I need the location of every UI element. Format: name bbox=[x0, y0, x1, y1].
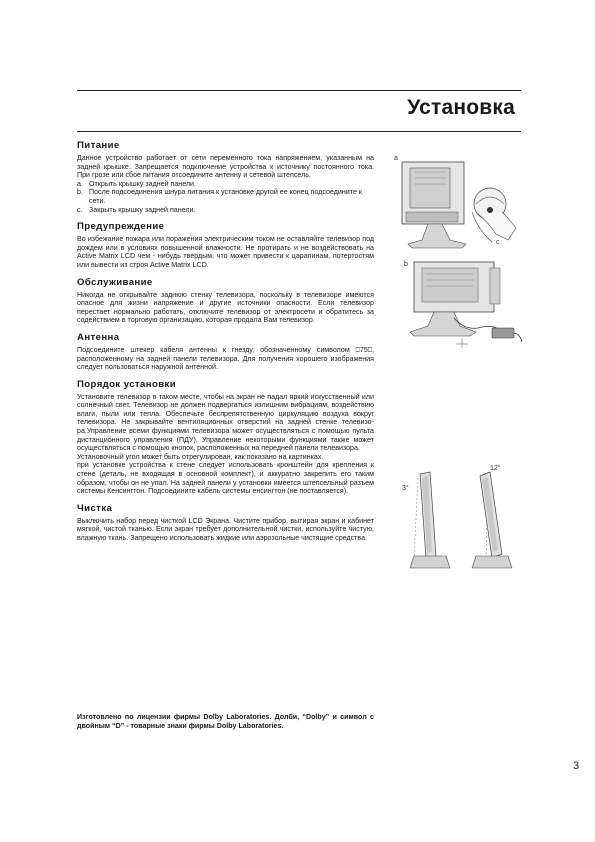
section-paragraph: Данное устройство работает от сети переменного тока напряжением, указанным на задней крышке. Запрещается подключение устройства к источнику постоянного тока. При грозе или сбое питания отсоедините антенну и сетевой штепсель. bbox=[77, 154, 374, 180]
section-cleaning bbox=[77, 503, 374, 543]
section-heading: Предупреждение bbox=[77, 221, 165, 233]
tilt-front-angle-label: 3° bbox=[402, 485, 409, 492]
list-item-text: Открыть крышку задней панели. bbox=[89, 179, 196, 188]
list-item-text: Закрыть крышку задней панели. bbox=[89, 205, 196, 214]
page-title: Установка bbox=[407, 96, 515, 119]
list-item bbox=[77, 206, 374, 215]
section-paragraph: Подсоедините штекер кабеля антенны к гнезду, обозначенному символом ⎕75⎕, расположенному на задней панели телевизора. Для получения хорошего изображения следует пользоваться наружной антенной. bbox=[77, 345, 374, 372]
list-marker: b. bbox=[77, 188, 83, 197]
section-paragraph: при установке устройства к стене следует использовать кронштейн для крепления к стене (деталь, не входящая в основной комплект), и аккуратно закрепить его таким образом, чтобы он не упал. На задней панели у установки имеется штепсельный разъем системы Кенсингтон. Подсоедините кабель системы енсингтон (не поставляется). bbox=[77, 461, 374, 496]
list-item bbox=[77, 188, 374, 205]
list-marker: c. bbox=[77, 205, 83, 214]
section-paragraph: Установите телевизор в таком месте, чтобы на экран не падал яркий искусственный или солнечный свет. Телевизор не должен подвергаться излишним вибрациям, воздействию влаги, пыли или тепла. Обеспечьте беспрепятственную циркуляцию воздуха вокруг телевизора. Не закрывайте вентиляционных отверстий на задней стенке телевизо-ра.Управление всеми функциями телевизора может осуществляться с помощью пульта дистанционного управления (ПДУ). Управление некоторыми функциями также может осуществляться с помощью кнопок, расположенных на передней панели телевизора. bbox=[77, 392, 374, 453]
section-paragraph: Во избежание пожара или поражения электрическим током не оставляйте телевизор под дождем или в условиях повышенной влажности. Не протирать и не воздействовать на Active Matrix LCD чем - нибудь твердым, что может привести к царапинам, потертостям или вывести из строя Active Matrix LCD. bbox=[77, 235, 374, 269]
section-power bbox=[77, 140, 374, 214]
license-note: Изготовлено по лицензии фирмы Dolby Laboratories. Долби, “Dolby” и символ с двойным “D” - товарные знаки фирмы Dolby Laboratories. bbox=[77, 713, 374, 731]
figure-label-a: a bbox=[394, 155, 398, 162]
list-item-text: После подсоединения шнура питания к установке другой ее конец подсоедините к сети. bbox=[89, 188, 362, 205]
tilt-angle-illustration bbox=[396, 460, 522, 578]
section-maintenance bbox=[77, 277, 374, 325]
section-heading: Порядок установки bbox=[77, 378, 177, 390]
section-paragraph: Никогда не открывайте заднюю стенку телевизора, поскольку в телевизоре имеются опасное для жизни напряжение и другие источники опасности. Если телевизор перестает нормально работать, отключите телевизор от электросети и обратитесь за содействием в торговую организацию, которая продала Вам телевизор. bbox=[77, 290, 374, 325]
section-heading: Питание bbox=[77, 140, 120, 151]
section-paragraph: Установочный угол может быть отрегулирован, как показано на картинках. bbox=[77, 452, 324, 461]
figure-label-c: c bbox=[496, 239, 500, 246]
section-warning bbox=[77, 221, 374, 269]
text-column bbox=[77, 140, 374, 550]
section-heading: Чистка bbox=[77, 502, 113, 514]
steps-list bbox=[77, 180, 374, 214]
section-installation bbox=[77, 379, 374, 496]
rear-panel-adapter-illustration bbox=[404, 258, 524, 348]
list-marker: a. bbox=[77, 179, 83, 188]
list-item bbox=[77, 180, 374, 189]
section-antenna bbox=[77, 332, 374, 372]
section-heading: Обслуживание bbox=[77, 276, 153, 288]
tilt-back-angle-label: 12° bbox=[490, 465, 501, 472]
section-paragraph: Выключить набор перед чисткой LCD Экрана. Чистите прибор, вытирая экран и кабинет мягкой, чистой тканью. Если экран требует дополнительной чистки, используйте чистую, влажную ткань. Запрещено использовать жидкие или аэрозольные чистящие средства. bbox=[77, 516, 374, 542]
title-bar bbox=[77, 90, 521, 132]
page-number: 3 bbox=[573, 760, 580, 772]
figure-label-b: b bbox=[404, 261, 408, 268]
section-heading: Антенна bbox=[77, 331, 120, 343]
rear-panel-cover-illustration bbox=[392, 152, 522, 254]
